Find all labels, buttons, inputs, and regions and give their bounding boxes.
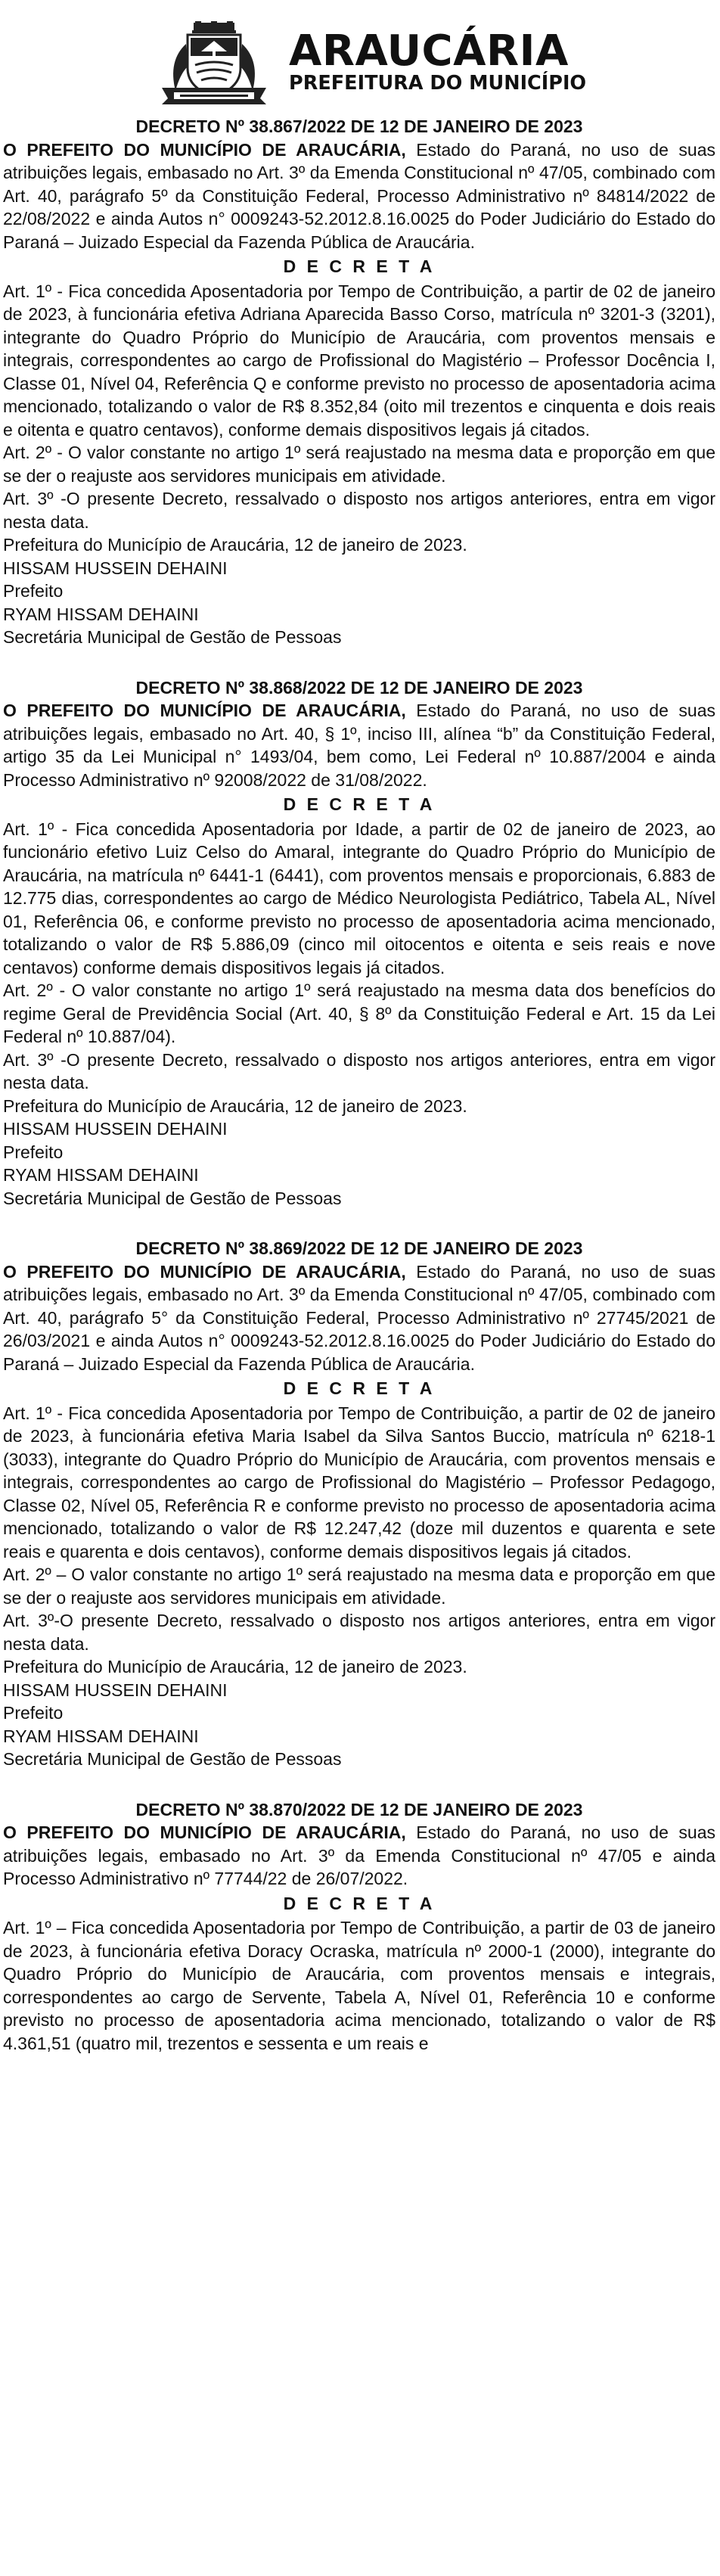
preamble-lead: O PREFEITO DO MUNICÍPIO DE ARAUCÁRIA, xyxy=(3,1822,406,1842)
decreta-heading: D E C R E T A xyxy=(283,1893,436,1913)
decree-38867 xyxy=(3,115,715,649)
brand-subtitle: PREFEITURA DO MUNICÍPIO xyxy=(289,72,587,95)
mayor-role: Prefeito xyxy=(3,1703,64,1723)
article-2: Art. 2º - O valor constante no artigo 1º será reajustado na mesma data dos benefícios do regime Geral de Previdência Social (Art. 40, § 8º da Constituição Federal e Art. 15 da Lei Federal nº 10.887/04). xyxy=(3,980,715,1046)
decree-preamble xyxy=(3,699,715,791)
article-3: Art. 3º -O presente Decreto, ressalvado o disposto nos artigos anteriores, entra em vigor nesta data. xyxy=(3,489,715,532)
preamble-text: Estado do Paraná, no uso de suas atribuições legais, embasado no Art. 3º da Emenda Constitucional nº 47/05, combinado com Art. 40, parágrafo 5° da Constituição Federal, Processo Administrativo nº 27745/2021 de 26/03/2021 e ainda Autos n° 0009243-52.2012.8.16.0025 do Poder Judiciário do Estado do Paraná – Juizado Especial da Fazenda Pública de Araucária. xyxy=(3,1261,715,1374)
article-3: Art. 3º -O presente Decreto, ressalvado o disposto nos artigos anteriores, entra em vigor nesta data. xyxy=(3,1049,715,1092)
decree-38869 xyxy=(3,1237,715,1771)
secretary-role: Secretária Municipal de Gestão de Pessoas xyxy=(3,627,342,647)
secretary-name: RYAM HISSAM DEHAINI xyxy=(3,1726,199,1746)
secretary-role: Secretária Municipal de Gestão de Pessoas xyxy=(3,1749,342,1769)
decree-title: DECRETO Nº 38.869/2022 DE 12 DE JANEIRO DE 2023 xyxy=(135,1238,583,1258)
article-1: Art. 1º - Fica concedida Aposentadoria por Tempo de Contribuição, a partir de 02 de janeiro de 2023, à funcionária efetiva Adriana Aparecida Basso Corso, matrícula nº 3201-3 (3201), integrante do Quadro Próprio do Município de Araucária, com proventos mensais e integrais, correspondentes ao cargo de Profissional do Magistério – Professor Docência I, Classe 01, Nível 04, Referência Q e conforme previsto no processo de aposentadoria acima mencionado, totalizando o valor de R$ 8.352,84 (oito mil trezentos e cinquenta e dois reais e oitenta e quatro centavos), conforme demais dispositivos legais já citados. xyxy=(3,281,715,440)
mayor-name: HISSAM HUSSEIN DEHAINI xyxy=(3,1680,228,1700)
article-2: Art. 2º - O valor constante no artigo 1º será reajustado na mesma data e proporção em que se der o reajuste aos servidores municipais em atividade. xyxy=(3,443,715,486)
article-2: Art. 2º – O valor constante no artigo 1º será reajustado na mesma data e proporção em que se der o reajuste aos servidores municipais em atividade. xyxy=(3,1565,715,1608)
article-3: Art. 3º-O presente Decreto, ressalvado o disposto nos artigos anteriores, entra em vigor nesta data. xyxy=(3,1611,715,1654)
decree-preamble xyxy=(3,1821,715,1891)
preamble-lead: O PREFEITO DO MUNICÍPIO DE ARAUCÁRIA, xyxy=(3,1261,406,1282)
decree-title: DECRETO Nº 38.868/2022 DE 12 DE JANEIRO DE 2023 xyxy=(135,677,583,698)
secretary-name: RYAM HISSAM DEHAINI xyxy=(3,604,199,624)
mayor-name: HISSAM HUSSEIN DEHAINI xyxy=(3,1119,228,1139)
place-date: Prefeitura do Município de Araucária, 12 de janeiro de 2023. xyxy=(3,1095,467,1116)
coat-of-arms-logo xyxy=(157,21,271,106)
mayor-role: Prefeito xyxy=(3,581,64,601)
preamble-text: Estado do Paraná, no uso de suas atribuições legais, embasado no Art. 40, § 1º, inciso III, alínea “b” da Constituição Federal, artigo 35 da Lei Municipal n° 1493/04, bem como, Lei Federal nº 10.887/2004 e ainda Processo Administrativo nº 92008/2022 de 31/08/2022. xyxy=(3,701,715,790)
decree-38870 xyxy=(3,1798,715,2056)
article-1: Art. 1º - Fica concedida Aposentadoria por Tempo de Contribuição, a partir de 02 de janeiro de 2023, à funcionária efetiva Maria Isabel da Silva Santos Buccio, matrícula nº 6218-1 (3033), integrante do Quadro Próprio do Município de Araucária, com proventos mensais e integrais, correspondentes ao cargo de Profissional do Magistério – Professor Pedagogo, Classe 02, Nível 05, Referência R e conforme previsto no processo de aposentadoria acima mencionado, totalizando o valor de R$ 12.247,42 (doze mil duzentos e quarenta e sete reais e quarenta e dois centavos), conforme demais dispositivos legais já citados. xyxy=(3,1403,715,1561)
article-1: Art. 1º - Fica concedida Aposentadoria por Idade, a partir de 02 de janeiro de 2023, ao funcionário efetivo Luiz Celso do Amaral, integrante do Quadro Próprio do Município de Araucária, na matrícula nº 6441-1 (6441), com proventos mensais e proporcionais, 6.883 de 12.775 dias, correspondentes ao cargo de Médico Neurologista Pediátrico, Tabela AL, Nível 01, Referência 06, e conforme previsto no processo de aposentadoria acima mencionado, totalizando o valor de R$ 5.886,09 (cinco mil oitocentos e oitenta e seis reais e nove centavos) conforme demais dispositivos legais já citados. xyxy=(3,819,715,977)
decrees-content xyxy=(3,115,715,2082)
decreta-heading: D E C R E T A xyxy=(283,794,436,814)
decree-preamble xyxy=(3,138,715,254)
place-date: Prefeitura do Município de Araucária, 12 de janeiro de 2023. xyxy=(3,1657,467,1676)
page-header xyxy=(0,0,720,113)
brand-title: ARAUCÁRIA xyxy=(289,26,569,76)
decree-preamble xyxy=(3,1260,715,1376)
article-1: Art. 1º – Fica concedida Aposentadoria por Tempo de Contribuição, a partir de 03 de janeiro de 2023, à funcionária efetiva Doracy Ocraska, matrícula nº 2000-1 (2000), integrante do Quadro Próprio do Município de Araucária, com proventos mensais e integrais, correspondentes ao cargo de Servente, Tabela A, Nível 01, Referência 10 e conforme previsto no processo de aposentadoria acima mencionado, totalizando o valor de R$ 4.361,51 (quatro mil, trezentos e sessenta e um reais e xyxy=(3,1918,715,2053)
decree-title: DECRETO Nº 38.870/2022 DE 12 DE JANEIRO DE 2023 xyxy=(135,1799,583,1819)
secretary-role: Secretária Municipal de Gestão de Pessoas xyxy=(3,1188,342,1208)
decreta-heading: D E C R E T A xyxy=(283,1378,436,1398)
decreta-heading: D E C R E T A xyxy=(283,256,436,276)
preamble-text: Estado do Paraná, no uso de suas atribuições legais, embasado no Art. 3º da Emenda Constitucional nº 47/05, combinado com Art. 40, parágrafo 5º da Constituição Federal, Processo Administrativo nº 84814/2022 de 22/08/2022 e ainda Autos n° 0009243-52.2012.8.16.0025 do Poder Judiciário do Estado do Paraná – Juizado Especial da Fazenda Pública de Araucária. xyxy=(3,139,715,252)
preamble-lead: O PREFEITO DO MUNICÍPIO DE ARAUCÁRIA, xyxy=(3,701,406,720)
decree-38868 xyxy=(3,676,715,1210)
preamble-lead: O PREFEITO DO MUNICÍPIO DE ARAUCÁRIA, xyxy=(3,139,406,160)
brand-block xyxy=(289,26,587,95)
mayor-role: Prefeito xyxy=(3,1142,64,1162)
place-date: Prefeitura do Município de Araucária, 12 de janeiro de 2023. xyxy=(3,535,467,555)
mayor-name: HISSAM HUSSEIN DEHAINI xyxy=(3,558,228,578)
secretary-name: RYAM HISSAM DEHAINI xyxy=(3,1165,199,1185)
decree-title: DECRETO Nº 38.867/2022 DE 12 DE JANEIRO DE 2023 xyxy=(135,117,583,136)
preamble-text: Estado do Paraná, no uso de suas atribuições legais, embasado no Art. 3º da Emenda Constitucional nº 47/05 e ainda Processo Administrativo nº 77744/22 de 26/07/2022. xyxy=(3,1822,715,1888)
